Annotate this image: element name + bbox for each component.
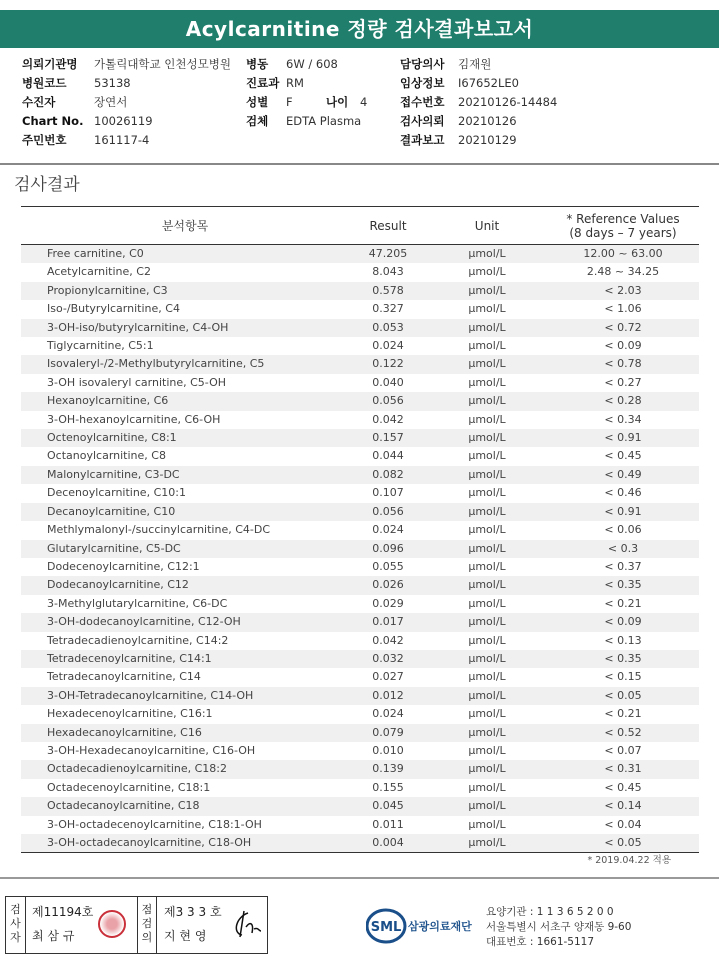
- unit-value: μmol/L: [468, 339, 506, 353]
- header-reference-line2: (8 days – 7 years): [569, 225, 677, 240]
- analyte-name: 3-OH-iso/butyrylcarnitine, C4-OH: [21, 319, 349, 337]
- result-value: 0.042: [372, 633, 404, 647]
- analyte-name: Glutarylcarnitine, C5-DC: [21, 540, 349, 558]
- reference-value: < 0.78: [547, 355, 699, 373]
- unit-value: μmol/L: [427, 687, 547, 705]
- doctor-label: 담당의사: [400, 57, 445, 71]
- result-value: 0.056: [349, 503, 427, 521]
- result-value: 0.044: [372, 449, 404, 463]
- unit-value: μmol/L: [468, 486, 506, 500]
- info-row-1: [22, 55, 702, 74]
- table-row: [21, 834, 699, 853]
- table-row: [21, 705, 699, 723]
- reference-value: < 0.37: [604, 559, 642, 573]
- table-row: [21, 245, 699, 264]
- unit-value: μmol/L: [468, 412, 506, 426]
- info-row-4: [22, 112, 702, 131]
- reference-value: < 0.05: [547, 834, 699, 853]
- unit-value: μmol/L: [427, 724, 547, 742]
- unit-value: μmol/L: [427, 355, 547, 373]
- reference-value: < 0.21: [604, 707, 642, 721]
- result-value: 0.578: [349, 282, 427, 300]
- unit-value: μmol/L: [427, 245, 547, 264]
- reference-value: < 0.21: [604, 596, 642, 610]
- result-value: 8.043: [372, 265, 404, 279]
- table-row: [21, 447, 699, 465]
- analyte-name: Tetradecenoylcarnitine, C14:1: [21, 650, 349, 668]
- header-unit: Unit: [474, 218, 500, 233]
- unit-value: μmol/L: [427, 650, 547, 668]
- unit-value: μmol/L: [468, 707, 506, 721]
- recipient-label: 수진자: [22, 95, 56, 109]
- unit-value: μmol/L: [427, 613, 547, 631]
- reference-value: < 0.45: [604, 780, 642, 794]
- reference-value: < 0.91: [547, 429, 699, 447]
- department-label: 진료과: [246, 76, 280, 90]
- reference-value: < 0.35: [547, 576, 699, 594]
- result-value: 0.024: [372, 523, 404, 537]
- analyte-name: Hexadecenoylcarnitine, C16:1: [47, 707, 213, 721]
- table-row: [21, 337, 699, 355]
- result-value: 0.011: [372, 817, 404, 831]
- result-value: 0.027: [372, 670, 404, 684]
- table-row: [21, 484, 699, 502]
- analyte-name: 3-OH-dodecanoylcarnitine, C12-OH: [21, 613, 349, 631]
- reference-value: < 0.72: [547, 319, 699, 337]
- reference-value: < 0.3: [547, 540, 699, 558]
- result-value: 0.053: [349, 319, 427, 337]
- reference-value: < 1.06: [604, 302, 642, 316]
- reference-value: < 0.07: [604, 743, 642, 757]
- analyte-name: Octadecadienoylcarnitine, C18:2: [21, 760, 349, 778]
- result-value: 0.079: [349, 724, 427, 742]
- divider: [0, 163, 719, 165]
- unit-value: μmol/L: [468, 596, 506, 610]
- reference-value: < 0.46: [604, 486, 642, 500]
- reference-value: < 0.15: [604, 670, 642, 684]
- table-row: [21, 797, 699, 815]
- institution-value: 가톨릭대학교 인천성모병원: [94, 57, 231, 71]
- result-value: 0.040: [372, 375, 404, 389]
- tester-name: 최 삼 규: [32, 929, 75, 943]
- result-value: 0.042: [372, 412, 404, 426]
- chart-value: 10026119: [94, 114, 153, 128]
- hospital-code-value: 53138: [94, 76, 131, 90]
- result-value: 47.205: [349, 245, 427, 264]
- header-reference-line1: * Reference Values: [566, 211, 680, 226]
- table-row: [21, 742, 699, 760]
- unit-value: μmol/L: [468, 449, 506, 463]
- unit-value: μmol/L: [468, 743, 506, 757]
- unit-value: μmol/L: [468, 780, 506, 794]
- analyte-name: Acetylcarnitine, C2: [47, 265, 151, 279]
- table-row: [21, 558, 699, 576]
- unit-value: μmol/L: [468, 265, 506, 279]
- unit-value: μmol/L: [427, 429, 547, 447]
- institution-label: 의뢰기관명: [22, 57, 78, 71]
- section-title: 검사결과: [14, 175, 80, 195]
- table-row: [21, 650, 699, 668]
- analyte-name: 3-OH-hexanoylcarnitine, C6-OH: [47, 412, 221, 426]
- reference-value: < 0.14: [547, 797, 699, 815]
- unit-value: μmol/L: [427, 319, 547, 337]
- recipient-value: 장연서: [94, 95, 128, 109]
- table-row: [21, 595, 699, 613]
- seal-stamp-icon: [98, 910, 126, 938]
- analyte-name: Tetradecadienoylcarnitine, C14:2: [47, 633, 229, 647]
- reference-value: < 0.09: [547, 613, 699, 631]
- header-item: 분석항목: [161, 218, 209, 233]
- reference-value: < 2.03: [547, 282, 699, 300]
- result-value: 0.122: [349, 355, 427, 373]
- clinical-info-value: I67652LE0: [458, 76, 519, 90]
- reference-value: < 0.05: [547, 687, 699, 705]
- table-row: [21, 816, 699, 834]
- reference-value: < 0.13: [604, 633, 642, 647]
- unit-value: μmol/L: [427, 282, 547, 300]
- analyte-name: 3-OH-Hexadecanoylcarnitine, C16-OH: [47, 743, 256, 757]
- result-value: 0.017: [349, 613, 427, 631]
- age-label: 나이: [326, 95, 349, 109]
- analyte-name: Octenoylcarnitine, C8:1: [21, 429, 349, 447]
- analyte-name: Decanoylcarnitine, C10: [21, 503, 349, 521]
- analyte-name: 3-OH-Tetradecanoylcarnitine, C14-OH: [21, 687, 349, 705]
- analyte-name: Dodecanoylcarnitine, C12: [21, 576, 349, 594]
- table-row: [21, 576, 699, 594]
- analyte-name: Hexadecanoylcarnitine, C16: [21, 724, 349, 742]
- result-value: 0.032: [349, 650, 427, 668]
- report-date-label: 결과보고: [400, 133, 445, 147]
- result-value: 0.029: [372, 596, 404, 610]
- analyte-name: Free carnitine, C0: [21, 245, 349, 264]
- unit-value: μmol/L: [468, 670, 506, 684]
- table-row: [21, 613, 699, 631]
- sex-value: F: [286, 95, 293, 109]
- request-date-label: 검사의뢰: [400, 114, 445, 128]
- reference-value: < 0.27: [604, 375, 642, 389]
- agency-number: 요양기관 : 1 1 3 6 5 2 0 0: [486, 906, 614, 918]
- analyte-name: 3-OH-octadecanoylcarnitine, C18-OH: [21, 834, 349, 853]
- analyte-name: Tetradecanoylcarnitine, C14: [47, 670, 201, 684]
- result-value: 0.327: [372, 302, 404, 316]
- analyte-name: 3-OH-octadecenoylcarnitine, C18:1-OH: [47, 817, 262, 831]
- result-value: 0.056: [349, 392, 427, 410]
- header-reference: [547, 207, 699, 245]
- table-row: [21, 411, 699, 429]
- reviewer-label: [137, 897, 157, 953]
- result-value: 0.139: [349, 760, 427, 778]
- lab-contact: [486, 905, 631, 950]
- table-row: [21, 392, 699, 410]
- table-row: [21, 668, 699, 686]
- info-row-3: [22, 93, 702, 112]
- reference-value: 2.48 ~ 34.25: [586, 265, 660, 279]
- id-label: 주민번호: [22, 133, 67, 147]
- analyte-name: Iso-/Butyrylcarnitine, C4: [47, 302, 180, 316]
- unit-value: μmol/L: [468, 375, 506, 389]
- table-row: [21, 374, 699, 392]
- clinical-info-label: 임상정보: [400, 76, 445, 90]
- reference-value: < 0.91: [547, 503, 699, 521]
- table-row: [21, 724, 699, 742]
- report-title: Acylcarnitine 정량 검사결과보고서: [0, 10, 719, 48]
- table-row: [21, 429, 699, 447]
- unit-value: μmol/L: [427, 576, 547, 594]
- lab-name: 삼광의료재단: [408, 920, 472, 933]
- reference-value: < 0.04: [604, 817, 642, 831]
- unit-value: μmol/L: [427, 466, 547, 484]
- analyte-name: 3-Methylglutarylcarnitine, C6-DC: [47, 596, 228, 610]
- id-value: 161117-4: [94, 133, 150, 147]
- result-value: 0.045: [349, 797, 427, 815]
- result-value: 0.012: [349, 687, 427, 705]
- reference-value: < 0.09: [604, 339, 642, 353]
- table-row: [21, 521, 699, 539]
- table-row: [21, 319, 699, 337]
- unit-value: μmol/L: [427, 834, 547, 853]
- patient-info: [22, 55, 702, 150]
- department-value: RM: [286, 76, 304, 90]
- results-table: [21, 206, 699, 853]
- reference-value: < 0.31: [547, 760, 699, 778]
- unit-value: μmol/L: [427, 392, 547, 410]
- ward-label: 병동: [246, 57, 269, 71]
- unit-value: μmol/L: [468, 633, 506, 647]
- table-row: [21, 760, 699, 778]
- reviewer-number: 제3 3 3 호: [164, 905, 222, 919]
- unit-value: μmol/L: [427, 503, 547, 521]
- accession-value: 20210126-14484: [458, 95, 558, 109]
- result-value: 0.107: [372, 486, 404, 500]
- unit-value: μmol/L: [468, 559, 506, 573]
- analyte-name: Decenoylcarnitine, C10:1: [47, 486, 186, 500]
- report-date-value: 20210129: [458, 133, 517, 147]
- reviewer-name: 지 현 영: [164, 929, 207, 943]
- reference-value: < 0.49: [547, 466, 699, 484]
- unit-value: μmol/L: [468, 817, 506, 831]
- analyte-name: Tiglycarnitine, C5:1: [47, 339, 154, 353]
- ward-value: 6W / 608: [286, 57, 338, 71]
- table-row: [21, 503, 699, 521]
- doctor-value: 김재원: [458, 57, 492, 71]
- reference-value: < 0.06: [604, 523, 642, 537]
- reference-value: < 0.52: [547, 724, 699, 742]
- result-value: 0.096: [349, 540, 427, 558]
- info-row-5: [22, 131, 702, 150]
- hospital-code-label: 병원코드: [22, 76, 67, 90]
- result-value: 0.010: [372, 743, 404, 757]
- analyte-name: Propionylcarnitine, C3: [21, 282, 349, 300]
- unit-value: μmol/L: [468, 523, 506, 537]
- specimen-value: EDTA Plasma: [286, 114, 362, 128]
- unit-value: μmol/L: [468, 302, 506, 316]
- lab-phone: 대표번호 : 1661-5117: [486, 936, 595, 948]
- analyte-name: Octadecenoylcarnitine, C18:1: [47, 780, 211, 794]
- tester-number: 제11194호: [32, 905, 94, 919]
- sml-logo-icon: [366, 906, 408, 946]
- signature-box: [5, 896, 268, 954]
- unit-value: μmol/L: [427, 760, 547, 778]
- result-value: 0.157: [349, 429, 427, 447]
- analyte-name: Methlymalonyl-/succinylcarnitine, C4-DC: [47, 523, 271, 537]
- footer-divider: [0, 877, 719, 879]
- header-result: Result: [369, 218, 407, 233]
- table-row: [21, 355, 699, 373]
- specimen-label: 검체: [246, 114, 269, 128]
- table-row: [21, 779, 699, 797]
- result-value: 0.004: [349, 834, 427, 853]
- analyte-name: Dodecenoylcarnitine, C12:1: [47, 559, 200, 573]
- lab-address: 서울특별시 서초구 양재동 9-60: [486, 921, 632, 933]
- chart-label: Chart No.: [22, 114, 84, 128]
- table-row: [21, 687, 699, 705]
- analyte-name: Octadecanoylcarnitine, C18: [21, 797, 349, 815]
- table-row: [21, 282, 699, 300]
- analyte-name: Isovaleryl-/2-Methylbutyrylcarnitine, C5: [21, 355, 349, 373]
- reference-value: 12.00 ~ 63.00: [547, 245, 699, 264]
- logo-text: SML: [370, 920, 402, 935]
- result-value: 0.082: [349, 466, 427, 484]
- info-row-2: [22, 74, 702, 93]
- accession-label: 접수번호: [400, 95, 445, 109]
- analyte-name: Hexanoylcarnitine, C6: [21, 392, 349, 410]
- unit-value: μmol/L: [427, 797, 547, 815]
- table-row: [21, 466, 699, 484]
- analyte-name: Octanoylcarnitine, C8: [47, 449, 166, 463]
- table-row: [21, 300, 699, 318]
- result-value: 0.024: [372, 339, 404, 353]
- reference-value: < 0.28: [547, 392, 699, 410]
- result-value: 0.055: [372, 559, 404, 573]
- request-date-value: 20210126: [458, 114, 517, 128]
- table-header-row: [21, 207, 699, 245]
- unit-value: μmol/L: [427, 540, 547, 558]
- signature-icon: [228, 909, 262, 941]
- reference-value: < 0.45: [604, 449, 642, 463]
- age-value: 4: [360, 95, 368, 109]
- tester-label: [6, 897, 26, 953]
- result-value: 0.155: [372, 780, 404, 794]
- table-row: [21, 632, 699, 650]
- analyte-name: 3-OH isovaleryl carnitine, C5-OH: [47, 375, 227, 389]
- tester-label-text: 검사자: [10, 903, 21, 944]
- reviewer-label-text: 점검의: [141, 903, 153, 944]
- table-row: [21, 263, 699, 281]
- reference-value: < 0.35: [547, 650, 699, 668]
- sex-label: 성별: [246, 95, 269, 109]
- analyte-name: Malonylcarnitine, C3-DC: [21, 466, 349, 484]
- result-value: 0.026: [349, 576, 427, 594]
- result-value: 0.024: [372, 707, 404, 721]
- reference-value: < 0.34: [604, 412, 642, 426]
- table-row: [21, 540, 699, 558]
- footnote: * 2019.04.22 적용: [587, 855, 671, 866]
